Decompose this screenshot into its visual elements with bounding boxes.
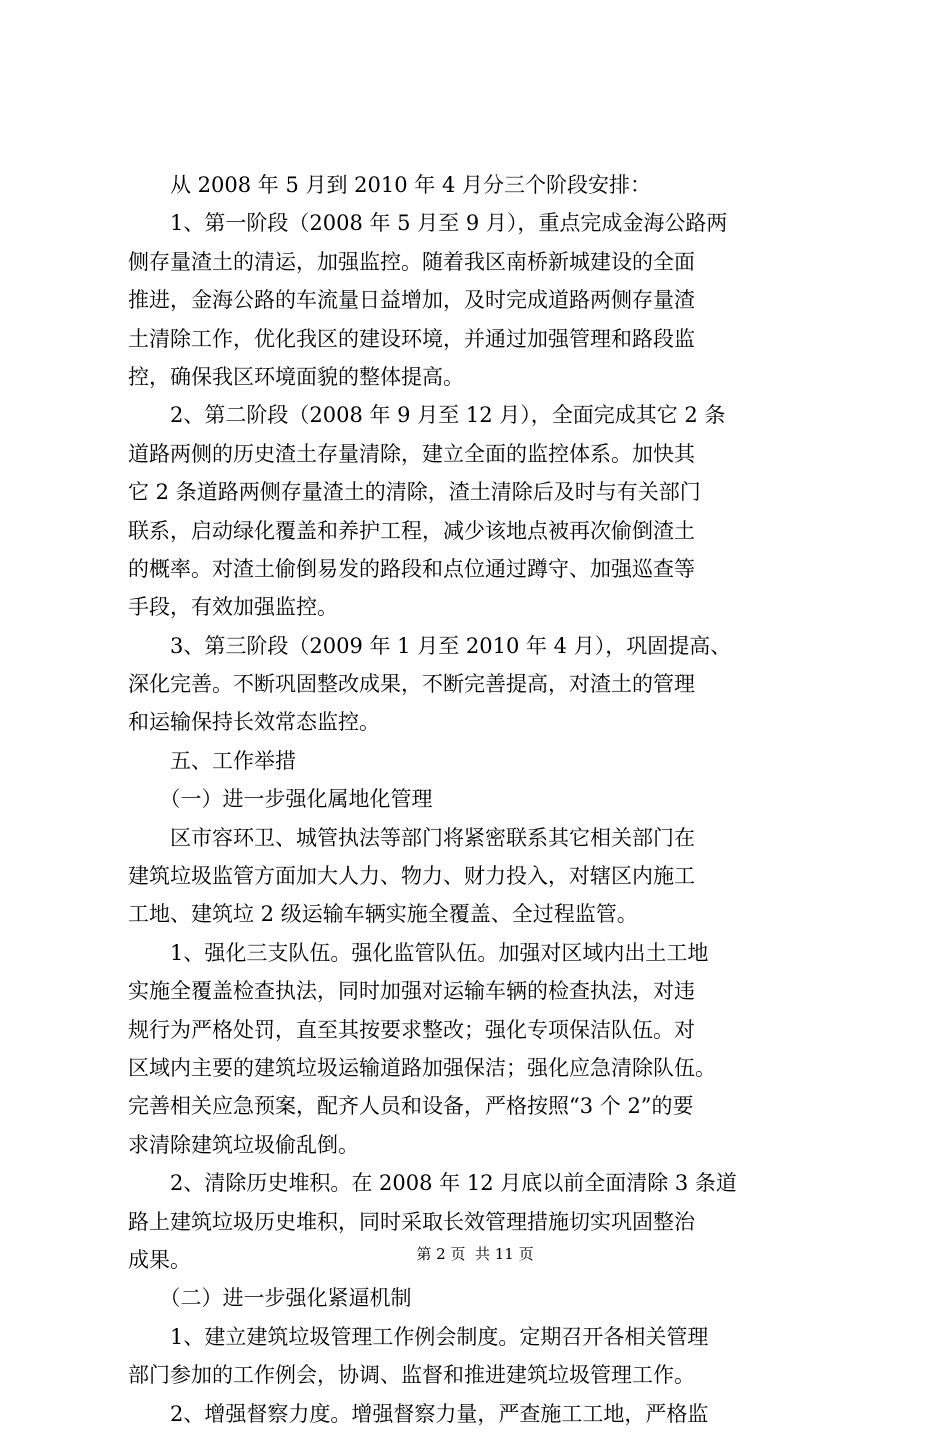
document-body xyxy=(128,166,848,1433)
text-line: 区域内主要的建筑垃圾运输道路加强保洁；强化应急清除队伍。 xyxy=(128,1055,716,1080)
text-line: 和运输保持长效常态监控。 xyxy=(128,710,380,735)
text-line: 路上建筑垃圾历史堆积，同时采取长效管理措施切实巩固整治 xyxy=(128,1209,695,1234)
subsection-heading: （二）进一步强化紧逼机制 xyxy=(128,1286,412,1311)
page-number-footer: 第 2 页 共 11 页 xyxy=(416,1245,534,1263)
text-line: 区市容环卫、城管执法等部门将紧密联系其它相关部门在 xyxy=(128,825,695,850)
text-line: 1、强化三支队伍。强化监管队伍。加强对区域内出土工地 xyxy=(128,940,709,965)
text-line: 工地、建筑垃 2 级运输车辆实施全覆盖、全过程监管。 xyxy=(128,902,638,927)
text-line: 联系，启动绿化覆盖和养护工程，减少该地点被再次偷倒渣土 xyxy=(128,518,695,543)
text-line: 手段，有效加强监控。 xyxy=(128,595,338,620)
section-heading: 五、工作举措 xyxy=(128,748,296,773)
text-line: 规行为严格处罚，直至其按要求整改；强化专项保洁队伍。对 xyxy=(128,1017,695,1042)
text-line: 深化完善。不断巩固整改成果，不断完善提高，对渣土的管理 xyxy=(128,672,695,697)
text-line: 1、建立建筑垃圾管理工作例会制度。定期召开各相关管理 xyxy=(128,1324,709,1349)
text-line: 3、第三阶段（2009 年 1 月至 2010 年 4 月），巩固提高、 xyxy=(128,633,732,658)
text-line: 侧存量渣土的清运，加强监控。随着我区南桥新城建设的全面 xyxy=(128,249,695,274)
text-line: 实施全覆盖检查执法，同时加强对运输车辆的检查执法，对违 xyxy=(128,979,695,1004)
text-line: 2、增强督察力度。增强督察力量，严查施工工地，严格监 xyxy=(128,1401,709,1426)
text-line: 的概率。对渣土偷倒易发的路段和点位通过蹲守、加强巡查等 xyxy=(128,556,695,581)
text-line: 求清除建筑垃圾偷乱倒。 xyxy=(128,1132,359,1157)
text-line: 2、清除历史堆积。在 2008 年 12 月底以前全面清除 3 条道 xyxy=(128,1171,737,1196)
text-line: 控，确保我区环境面貌的整体提高。 xyxy=(128,364,464,389)
text-line: 2、第二阶段（2008 年 9 月至 12 月），全面完成其它 2 条 xyxy=(128,403,726,428)
text-line: 它 2 条道路两侧存量渣土的清除，渣土清除后及时与有关部门 xyxy=(128,480,701,505)
text-line: 成果。 xyxy=(128,1247,191,1272)
text-line: 1、第一阶段（2008 年 5 月至 9 月），重点完成金海公路两 xyxy=(128,211,728,236)
text-line: 完善相关应急预案，配齐人员和设备，严格按照“3 个 2”的要 xyxy=(128,1094,694,1119)
text-line: 从 2008 年 5 月到 2010 年 4 月分三个阶段安排： xyxy=(128,173,652,197)
text-line: 道路两侧的历史渣土存量清除，建立全面的监控体系。加快其 xyxy=(128,441,695,466)
text-line: 建筑垃圾监管方面加大人力、物力、财力投入，对辖区内施工 xyxy=(128,864,695,889)
text-line: 部门参加的工作例会，协调、监督和推进建筑垃圾管理工作。 xyxy=(128,1363,695,1388)
subsection-heading: （一）进一步强化属地化管理 xyxy=(128,787,433,812)
text-line: 土清除工作，优化我区的建设环境，并通过加强管理和路段监 xyxy=(128,326,695,351)
text-line: 推进，金海公路的车流量日益增加，及时完成道路两侧存量渣 xyxy=(128,288,695,313)
